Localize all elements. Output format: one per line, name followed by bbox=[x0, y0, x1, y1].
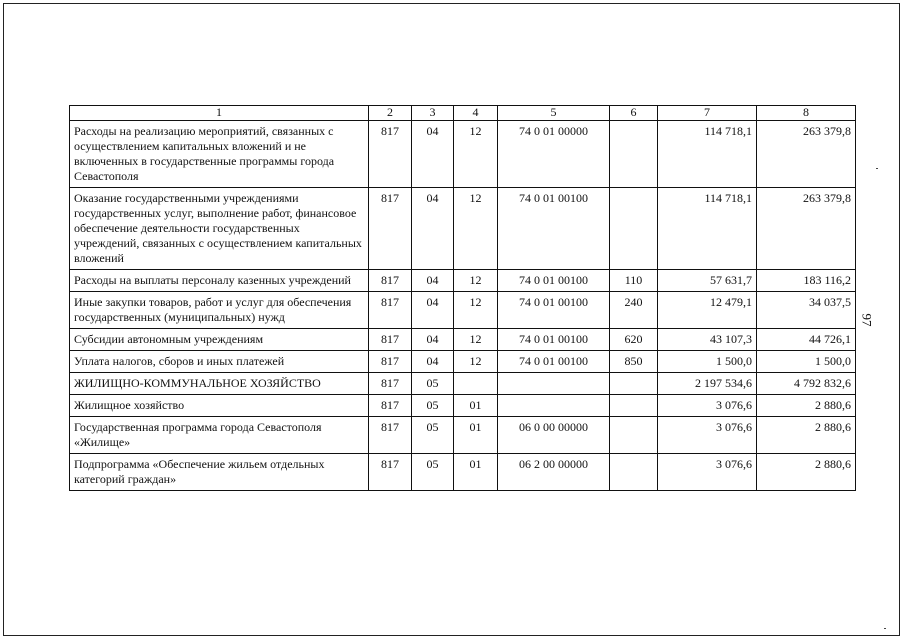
row-name-cell: Расходы на реализацию мероприятий, связанных с осуществлением капитальных вложений и не включенных в государственные программы города Севастополя bbox=[70, 121, 369, 188]
row-value-cell: 114 718,1 bbox=[658, 121, 757, 188]
table-row bbox=[70, 395, 856, 417]
row-value-cell: 2 880,6 bbox=[757, 454, 856, 491]
scan-speck bbox=[884, 628, 886, 629]
header-cell: 4 bbox=[454, 106, 498, 121]
row-value-cell: 817 bbox=[369, 188, 412, 270]
table-row bbox=[70, 121, 856, 188]
header-cell: 1 bbox=[70, 106, 369, 121]
row-value-cell bbox=[498, 395, 610, 417]
row-value-cell: 74 0 01 00100 bbox=[498, 351, 610, 373]
row-value-cell bbox=[610, 417, 658, 454]
row-value-cell: 04 bbox=[412, 329, 454, 351]
row-value-cell: 05 bbox=[412, 373, 454, 395]
row-name-cell: Уплата налогов, сборов и иных платежей bbox=[70, 351, 369, 373]
row-value-cell: 74 0 01 00100 bbox=[498, 292, 610, 329]
row-value-cell: 74 0 01 00100 bbox=[498, 188, 610, 270]
row-value-cell: 12 bbox=[454, 270, 498, 292]
row-value-cell: 01 bbox=[454, 395, 498, 417]
row-value-cell: 3 076,6 bbox=[658, 417, 757, 454]
row-value-cell: 2 880,6 bbox=[757, 417, 856, 454]
table-header-row bbox=[70, 106, 856, 121]
scan-speck bbox=[876, 168, 878, 169]
page-number: 97 bbox=[859, 313, 875, 327]
row-value-cell: 12 bbox=[454, 121, 498, 188]
table-row bbox=[70, 292, 856, 329]
row-value-cell bbox=[454, 373, 498, 395]
row-value-cell: 01 bbox=[454, 417, 498, 454]
row-value-cell: 850 bbox=[610, 351, 658, 373]
row-value-cell bbox=[498, 373, 610, 395]
row-value-cell: 817 bbox=[369, 395, 412, 417]
table-row bbox=[70, 188, 856, 270]
table-row bbox=[70, 417, 856, 454]
table-row bbox=[70, 351, 856, 373]
row-value-cell: 114 718,1 bbox=[658, 188, 757, 270]
row-name-cell: Жилищное хозяйство bbox=[70, 395, 369, 417]
header-cell: 2 bbox=[369, 106, 412, 121]
table-row bbox=[70, 373, 856, 395]
row-value-cell: 04 bbox=[412, 351, 454, 373]
row-value-cell: 817 bbox=[369, 417, 412, 454]
table-row bbox=[70, 270, 856, 292]
header-cell: 5 bbox=[498, 106, 610, 121]
row-value-cell: 01 bbox=[454, 454, 498, 491]
row-value-cell: 43 107,3 bbox=[658, 329, 757, 351]
header-cell: 7 bbox=[658, 106, 757, 121]
row-value-cell: 12 bbox=[454, 292, 498, 329]
row-value-cell: 817 bbox=[369, 373, 412, 395]
row-value-cell: 1 500,0 bbox=[757, 351, 856, 373]
row-name-cell: Расходы на выплаты персоналу казенных учреждений bbox=[70, 270, 369, 292]
row-name-cell: Оказание государственными учреждениями государственных услуг, выполнение работ, финансовое обеспечение деятельности государственных учреждений, связанных с осуществлением капитальных вложений bbox=[70, 188, 369, 270]
row-value-cell: 06 2 00 00000 bbox=[498, 454, 610, 491]
row-value-cell: 12 bbox=[454, 351, 498, 373]
row-name-cell: Субсидии автономным учреждениям bbox=[70, 329, 369, 351]
row-value-cell: 817 bbox=[369, 292, 412, 329]
row-value-cell: 04 bbox=[412, 121, 454, 188]
row-value-cell: 263 379,8 bbox=[757, 188, 856, 270]
row-value-cell: 57 631,7 bbox=[658, 270, 757, 292]
row-value-cell: 110 bbox=[610, 270, 658, 292]
header-cell: 6 bbox=[610, 106, 658, 121]
row-value-cell: 06 0 00 00000 bbox=[498, 417, 610, 454]
row-value-cell: 2 197 534,6 bbox=[658, 373, 757, 395]
row-value-cell: 263 379,8 bbox=[757, 121, 856, 188]
header-cell: 8 bbox=[757, 106, 856, 121]
budget-table bbox=[69, 105, 856, 491]
row-value-cell: 04 bbox=[412, 292, 454, 329]
row-value-cell: 05 bbox=[412, 417, 454, 454]
row-value-cell bbox=[610, 121, 658, 188]
row-value-cell: 3 076,6 bbox=[658, 395, 757, 417]
row-value-cell: 817 bbox=[369, 454, 412, 491]
row-value-cell: 04 bbox=[412, 270, 454, 292]
header-cell: 3 bbox=[412, 106, 454, 121]
row-value-cell: 817 bbox=[369, 121, 412, 188]
row-value-cell bbox=[610, 373, 658, 395]
row-value-cell: 817 bbox=[369, 329, 412, 351]
row-value-cell: 3 076,6 bbox=[658, 454, 757, 491]
row-value-cell: 34 037,5 bbox=[757, 292, 856, 329]
row-name-cell: ЖИЛИЩНО-КОММУНАЛЬНОЕ ХОЗЯЙСТВО bbox=[70, 373, 369, 395]
table-row bbox=[70, 329, 856, 351]
row-value-cell: 04 bbox=[412, 188, 454, 270]
row-value-cell: 12 bbox=[454, 329, 498, 351]
row-value-cell: 12 bbox=[454, 188, 498, 270]
row-value-cell bbox=[610, 395, 658, 417]
table-row bbox=[70, 454, 856, 491]
row-name-cell: Иные закупки товаров, работ и услуг для обеспечения государственных (муниципальных) нужд bbox=[70, 292, 369, 329]
row-value-cell: 4 792 832,6 bbox=[757, 373, 856, 395]
row-name-cell: Подпрограмма «Обеспечение жильем отдельных категорий граждан» bbox=[70, 454, 369, 491]
row-value-cell: 817 bbox=[369, 270, 412, 292]
row-value-cell: 74 0 01 00000 bbox=[498, 121, 610, 188]
row-value-cell bbox=[610, 188, 658, 270]
row-value-cell: 74 0 01 00100 bbox=[498, 270, 610, 292]
row-value-cell: 74 0 01 00100 bbox=[498, 329, 610, 351]
row-name-cell: Государственная программа города Севастополя «Жилище» bbox=[70, 417, 369, 454]
row-value-cell: 44 726,1 bbox=[757, 329, 856, 351]
row-value-cell: 240 bbox=[610, 292, 658, 329]
row-value-cell bbox=[610, 454, 658, 491]
row-value-cell: 12 479,1 bbox=[658, 292, 757, 329]
row-value-cell: 620 bbox=[610, 329, 658, 351]
row-value-cell: 817 bbox=[369, 351, 412, 373]
row-value-cell: 05 bbox=[412, 454, 454, 491]
row-value-cell: 183 116,2 bbox=[757, 270, 856, 292]
row-value-cell: 05 bbox=[412, 395, 454, 417]
row-value-cell: 2 880,6 bbox=[757, 395, 856, 417]
row-value-cell: 1 500,0 bbox=[658, 351, 757, 373]
